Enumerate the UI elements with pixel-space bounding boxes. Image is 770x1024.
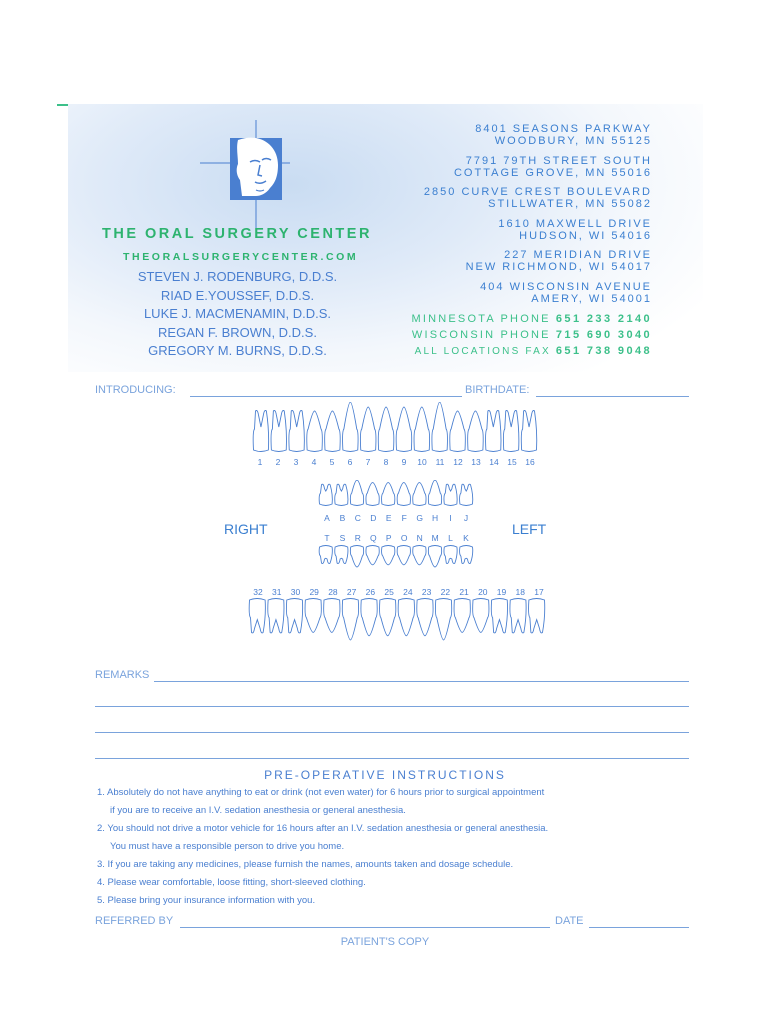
upper-tooth-4 (307, 411, 323, 452)
doctor-name: GREGORY M. BURNS, D.D.S. (148, 343, 327, 358)
introducing-field[interactable] (190, 396, 462, 397)
upper-adult-teeth (252, 402, 538, 454)
lower-tooth-12 (454, 599, 470, 633)
tooth-letter: G (416, 513, 423, 523)
upper-tooth-2 (271, 411, 286, 452)
tooth-letter: I (449, 513, 452, 523)
upper-primary-tooth-4 (366, 483, 379, 506)
upper-tooth-14 (486, 411, 501, 452)
lower-tooth-6 (342, 599, 358, 641)
lower-primary-tooth-6 (397, 546, 410, 565)
lower-tooth-1 (249, 599, 265, 633)
doctor-name: STEVEN J. RODENBURG, D.D.S. (137, 269, 338, 284)
lower-primary-teeth (318, 545, 474, 569)
lower-tooth-5 (324, 599, 340, 633)
upper-tooth-11 (432, 402, 448, 452)
lower-tooth-9 (398, 599, 414, 636)
fax-all-locations: ALL LOCATIONS FAX 651 738 9048 (414, 345, 652, 357)
phone-minnesota: MINNESOTA PHONE 651 233 2140 (411, 313, 652, 325)
tooth-number: 28 (328, 587, 338, 597)
tooth-number: 23 (421, 587, 432, 597)
tooth-number: 8 (383, 457, 389, 467)
tooth-number: 32 (253, 587, 263, 597)
instructions-title: PRE-OPERATIVE INSTRUCTIONS (264, 768, 506, 782)
upper-primary-letters (0, 513, 770, 525)
tooth-letter: E (385, 513, 392, 523)
instruction-item: if you are to receive an I.V. sedation anesthesia or general anesthesia. (110, 805, 406, 816)
doctor-name: RIAD E.YOUSSEF, D.D.S. (160, 287, 315, 303)
date-field[interactable] (589, 927, 689, 928)
address-new-richmond: 227 MERIDIAN DRIVE NEW RICHMOND, WI 54017 (465, 249, 652, 273)
lower-primary-tooth-1 (319, 546, 332, 564)
tooth-letter: C (354, 513, 361, 523)
tooth-number: 6 (347, 457, 353, 467)
lower-primary-tooth-5 (382, 546, 395, 565)
lower-primary-tooth-2 (335, 546, 348, 564)
upper-primary-tooth-5 (382, 483, 395, 506)
upper-primary-tooth-3 (350, 480, 363, 506)
date-label: DATE (555, 915, 584, 927)
tooth-letter: J (463, 513, 469, 523)
tooth-letter: A (324, 513, 330, 523)
instruction-item: 2. You should not drive a motor vehicle for 16 hours after an I.V. sedation anesthesia or general anesthesia. (97, 823, 549, 834)
upper-tooth-9 (396, 407, 412, 452)
tooth-number: 30 (290, 587, 301, 597)
remarks-line[interactable] (95, 758, 689, 759)
upper-primary-tooth-8 (428, 480, 441, 506)
remarks-label: REMARKS (95, 669, 150, 681)
address-stillwater: 2850 CURVE CREST BOULEVARD STILLWATER, MN 55082 (423, 186, 652, 210)
tooth-number: 31 (271, 587, 282, 597)
lower-tooth-13 (473, 599, 489, 633)
tooth-number: 4 (311, 457, 317, 467)
upper-primary-tooth-6 (397, 483, 410, 506)
doctor-name: LUKE J. MACMENAMIN, D.D.S. (143, 306, 332, 321)
referred-by-label: REFERRED BY (95, 915, 174, 927)
tooth-number: 24 (403, 587, 413, 597)
lower-primary-letters (0, 533, 770, 545)
tooth-number: 10 (417, 457, 427, 467)
upper-tooth-15 (503, 411, 518, 452)
tooth-number: 27 (346, 587, 357, 597)
lower-tooth-8 (380, 599, 396, 636)
upper-tooth-3 (289, 411, 304, 452)
upper-primary-tooth-2 (335, 484, 348, 505)
upper-tooth-6 (343, 402, 359, 452)
tooth-number: 13 (471, 457, 481, 467)
tooth-number: 7 (365, 457, 371, 467)
upper-tooth-10 (414, 407, 430, 452)
lower-tooth-7 (361, 599, 377, 636)
remarks-line[interactable] (95, 706, 689, 707)
tooth-letter: R (354, 533, 361, 543)
tooth-letter: B (339, 513, 346, 523)
tooth-letter: K (463, 533, 469, 543)
upper-tooth-5 (325, 411, 341, 452)
birthdate-field[interactable] (536, 396, 689, 397)
tooth-letter: T (324, 533, 330, 543)
tooth-number: 17 (534, 587, 544, 597)
lower-tooth-10 (417, 599, 433, 636)
tooth-number: 21 (459, 587, 469, 597)
upper-primary-teeth (318, 480, 474, 508)
tooth-letter: O (400, 533, 408, 543)
tooth-letter: D (370, 513, 377, 523)
upper-primary-tooth-10 (460, 484, 473, 505)
upper-tooth-12 (450, 411, 466, 452)
instructions-list (97, 784, 548, 910)
lower-tooth-11 (435, 599, 451, 641)
lower-tooth-2 (268, 599, 284, 633)
lower-primary-tooth-9 (444, 546, 457, 564)
upper-primary-tooth-1 (319, 484, 332, 505)
upper-primary-tooth-7 (413, 483, 426, 506)
lower-tooth-15 (510, 599, 526, 633)
tooth-number: 12 (453, 457, 463, 467)
tooth-number: 9 (401, 457, 407, 467)
lower-primary-tooth-10 (460, 546, 473, 564)
tooth-letter: N (416, 533, 423, 543)
tooth-number: 3 (293, 457, 299, 467)
lower-primary-tooth-3 (350, 546, 363, 568)
tooth-number: 14 (489, 457, 499, 467)
instruction-item: You must have a responsible person to drive you home. (110, 841, 345, 852)
upper-tooth-16 (521, 411, 536, 452)
tooth-number: 20 (478, 587, 488, 597)
tooth-number: 2 (275, 457, 281, 467)
upper-tooth-7 (360, 407, 376, 452)
tooth-letter: P (385, 533, 392, 543)
tooth-letter: L (448, 533, 453, 543)
lower-primary-tooth-8 (428, 546, 441, 568)
address-amery: 404 WISCONSIN AVENUE AMERY, WI 54001 (480, 281, 652, 305)
instruction-item: 4. Please wear comfortable, loose fitting, short-sleeved clothing. (97, 877, 366, 888)
practice-name: THE ORAL SURGERY CENTER (102, 226, 372, 242)
doctor-list (120, 268, 355, 361)
tooth-number: 1 (257, 457, 263, 467)
tooth-number: 5 (329, 457, 335, 467)
lower-adult-teeth (248, 598, 546, 642)
remarks-line[interactable] (95, 732, 689, 733)
face-logo-icon (200, 120, 290, 230)
tooth-number: 22 (440, 587, 451, 597)
tooth-number: 29 (309, 587, 319, 597)
tooth-number: 11 (435, 457, 445, 467)
upper-tooth-8 (378, 407, 394, 452)
address-cottage-grove: 7791 79TH STREET SOUTH COTTAGE GROVE, MN 55016 (453, 155, 652, 179)
lower-tooth-3 (286, 599, 302, 633)
instruction-item: 1. Absolutely do not have anything to eat or drink (not even water) for 6 hours prior to surgical appointment (97, 787, 545, 798)
tooth-letter: S (339, 533, 346, 543)
website-link[interactable]: THEORALSURGERYCENTER.COM (123, 251, 359, 263)
birthdate-label: BIRTHDATE: (465, 384, 530, 396)
remarks-line[interactable] (154, 681, 689, 682)
tooth-letter: H (432, 513, 439, 523)
upper-tooth-1 (253, 411, 268, 452)
lower-tooth-16 (529, 599, 545, 633)
address-woodbury: 8401 SEASONS PARKWAY WOODBURY, MN 55125 (475, 123, 652, 147)
tooth-number: 18 (515, 587, 525, 597)
tooth-letter: M (431, 533, 439, 543)
tooth-number: 25 (384, 587, 394, 597)
upper-tooth-numbers (0, 457, 770, 469)
lower-primary-tooth-7 (413, 546, 426, 565)
upper-primary-tooth-9 (444, 484, 457, 505)
instruction-item: 5. Please bring your insurance information with you. (97, 895, 316, 906)
tooth-letter: F (401, 513, 407, 523)
tooth-letter: Q (370, 533, 377, 543)
referred-by-field[interactable] (180, 927, 550, 928)
tooth-number: 26 (365, 587, 376, 597)
lower-tooth-14 (491, 599, 507, 633)
address-hudson: 1610 MAXWELL DRIVE HUDSON, WI 54016 (498, 218, 652, 242)
left-label: LEFT (512, 521, 547, 537)
lower-primary-tooth-4 (366, 546, 379, 565)
phone-wisconsin: WISCONSIN PHONE 715 690 3040 (411, 329, 652, 341)
tooth-number: 16 (525, 457, 535, 467)
introducing-label: INTRODUCING: (95, 384, 176, 396)
upper-tooth-13 (468, 411, 484, 452)
tooth-number: 19 (496, 587, 507, 597)
lower-tooth-4 (305, 599, 321, 633)
right-label: RIGHT (224, 521, 268, 537)
patient-copy-label: PATIENT'S COPY (340, 936, 430, 948)
doctor-name: REGAN F. BROWN, D.D.S. (158, 324, 317, 340)
instruction-item: 3. If you are taking any medicines, please furnish the names, amounts taken and dosage schedule. (97, 859, 514, 870)
tooth-number: 15 (507, 457, 517, 467)
